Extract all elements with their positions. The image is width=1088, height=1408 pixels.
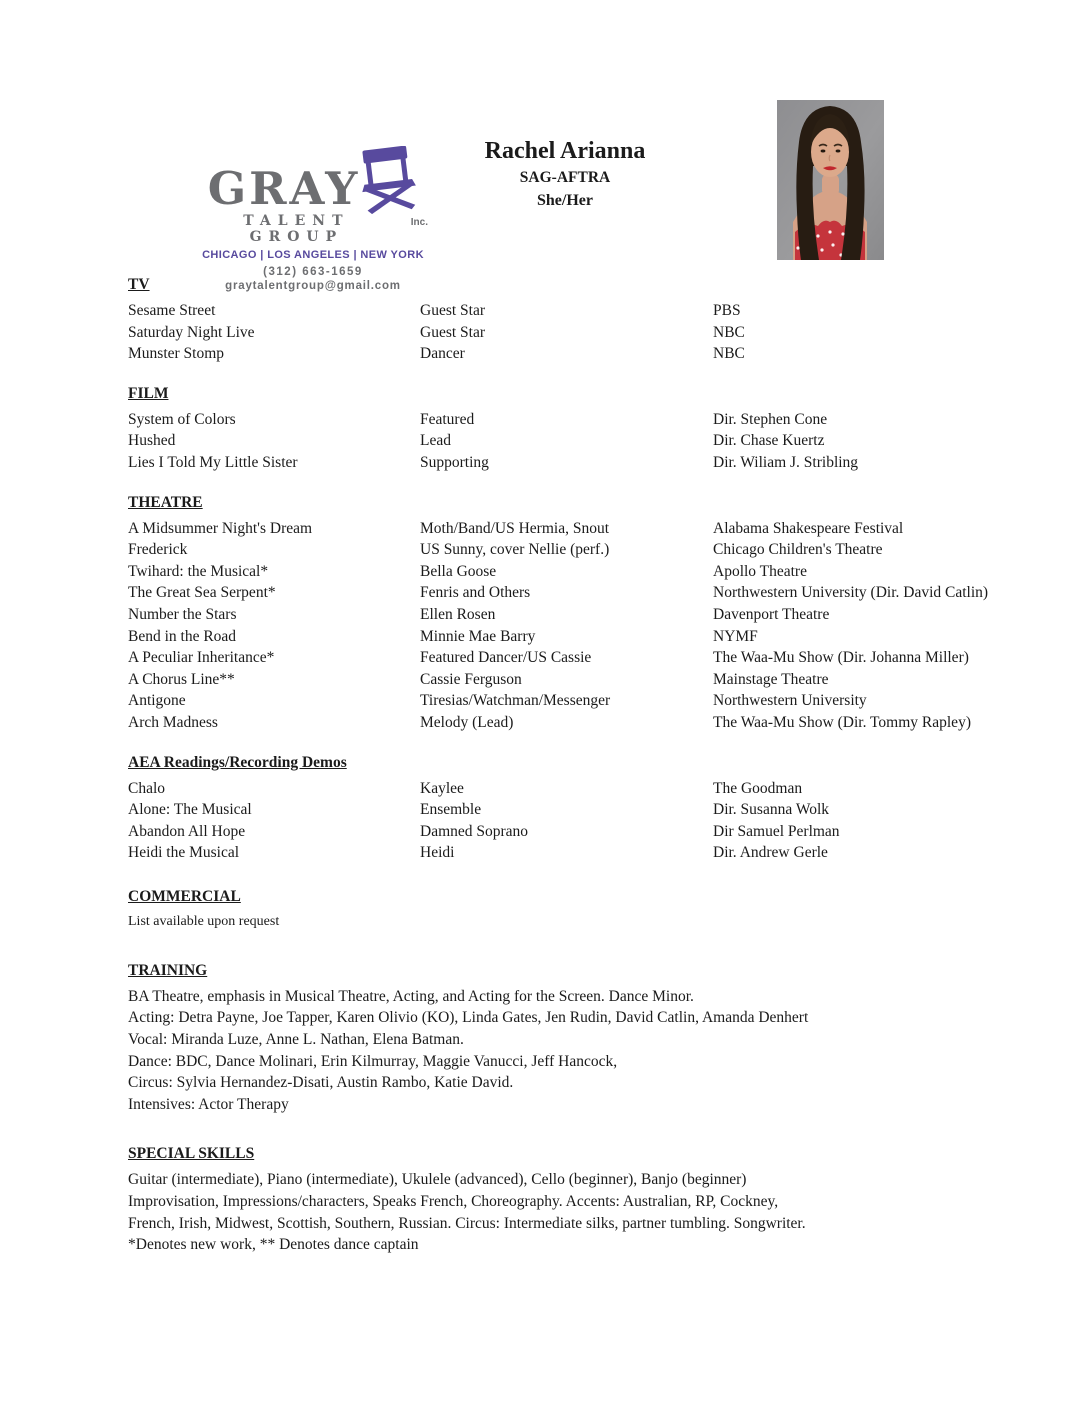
credit-role: Guest Star — [420, 302, 486, 319]
credit-title: A Peculiar Inheritance* — [128, 649, 275, 667]
credit-row — [128, 343, 1048, 365]
credit-role: Moth/Band/US Hermia, Snout — [420, 519, 610, 537]
credit-role: Ellen Rosen — [420, 605, 496, 623]
section-title-aea: AEA Readings/Recording Demos — [128, 753, 347, 771]
credit-row — [128, 647, 1048, 669]
credit-row — [128, 842, 1048, 864]
credit-title: Number the Stars — [128, 605, 237, 623]
skills-line: *Denotes new work, ** Denotes dance captain — [128, 1236, 419, 1254]
credit-row — [128, 539, 1048, 561]
credit-role: Dancer — [420, 345, 465, 363]
credit-role: Melody (Lead) — [420, 713, 514, 731]
section-special-skills — [128, 1145, 1048, 1255]
logo-cities: CHICAGO | LOS ANGELES | NEW YORK — [202, 249, 424, 261]
credit-title: Alone: The Musical — [128, 801, 252, 819]
credit-title: Antigone — [128, 692, 186, 710]
agency-phone: (312) 663-1659 — [263, 266, 363, 278]
training-line: BA Theatre, emphasis in Musical Theatre, Acting, and Acting for the Screen. Dance Minor. — [128, 987, 694, 1005]
credit-row — [128, 409, 1048, 431]
pronouns: She/Her — [537, 192, 593, 210]
skills-line: Improvisation, Impressions/characters, Speaks French, Choreography. Accents: Australian, RP, Cockney, — [128, 1193, 779, 1211]
logo-subbrand-text: TALENT GROUP — [243, 213, 350, 245]
skills-line: French, Irish, Midwest, Scottish, Southern, Russian. Circus: Intermediate silks, partner tumbling. Songwriter. — [128, 1214, 806, 1232]
section-title-theatre: THEATRE — [128, 493, 203, 511]
credit-title: Arch Madness — [128, 713, 218, 731]
credit-venue: The Goodman — [713, 779, 803, 797]
section-title-tv: TV — [128, 276, 150, 293]
credit-venue: Mainstage Theatre — [713, 670, 829, 688]
credit-venue: Dir Samuel Perlman — [713, 822, 840, 840]
credit-role: Damned Soprano — [420, 822, 529, 840]
credit-row — [128, 778, 1048, 800]
agency-email: graytalentgroup@gmail.com — [225, 280, 401, 292]
section-film — [128, 385, 1048, 474]
union-affiliation: SAG-AFTRA — [519, 169, 611, 187]
credit-role: Bella Goose — [420, 562, 497, 580]
logo-inc-text: Inc. — [410, 217, 428, 228]
section-title-commercial: COMMERCIAL — [128, 887, 241, 905]
credit-title: Munster Stomp — [128, 345, 225, 363]
section-title-film: FILM — [128, 384, 169, 402]
credit-title: A Midsummer Night's Dream — [128, 519, 313, 537]
credit-title: System of Colors — [128, 410, 236, 428]
credit-role: US Sunny, cover Nellie (perf.) — [420, 541, 610, 559]
credit-title: Twihard: the Musical* — [128, 562, 269, 580]
credit-venue: Dir. Wiliam J. Stribling — [713, 453, 859, 471]
credit-row — [128, 821, 1048, 843]
credit-row — [128, 430, 1048, 452]
credit-row — [128, 452, 1048, 474]
commercial-note: List available upon request — [128, 913, 280, 929]
credit-venue: Dir. Susanna Wolk — [713, 801, 830, 819]
headshot-photo — [777, 100, 884, 260]
training-line: Intensives: Actor Therapy — [128, 1095, 289, 1113]
credit-row — [128, 626, 1048, 648]
credit-row — [128, 518, 1048, 540]
training-line: Vocal: Miranda Luze, Anne L. Nathan, Elena Batman. — [128, 1031, 464, 1049]
actor-name: Rachel Arianna — [484, 138, 646, 164]
credit-row — [128, 300, 1048, 322]
credit-row — [128, 690, 1048, 712]
credit-venue: NBC — [713, 345, 745, 363]
section-aea-readings — [128, 754, 1048, 864]
section-title-special-skills: SPECIAL SKILLS — [128, 1145, 255, 1163]
credit-venue: Chicago Children's Theatre — [713, 541, 883, 559]
credit-row — [128, 582, 1048, 604]
credit-venue: Northwestern University (Dir. David Catlin) — [713, 584, 989, 602]
credit-row — [128, 712, 1048, 734]
credit-venue: Dir. Andrew Gerle — [713, 844, 828, 862]
credit-title: Heidi the Musical — [128, 844, 240, 862]
credit-row — [128, 604, 1048, 626]
credit-title: Bend in the Road — [128, 627, 237, 645]
credit-role: Kaylee — [420, 779, 464, 797]
credit-role: Featured Dancer/US Cassie — [420, 649, 592, 667]
credit-role: Cassie Ferguson — [420, 670, 522, 688]
credit-venue: The Waa-Mu Show (Dir. Johanna Miller) — [713, 649, 969, 667]
resume-body — [0, 276, 1088, 1256]
section-training — [128, 962, 1048, 1116]
training-line: Dance: BDC, Dance Molinari, Erin Kilmurray, Maggie Vanucci, Jeff Hancock, — [128, 1052, 618, 1070]
credit-role: Minnie Mae Barry — [420, 627, 536, 645]
credit-title: A Chorus Line** — [128, 670, 235, 688]
logo-brand-text: GRAY — [207, 162, 361, 215]
training-line: Circus: Sylvia Hernandez-Disati, Austin Rambo, Katie David. — [128, 1074, 514, 1092]
agency-logo — [198, 146, 428, 292]
credit-title: Sesame Street — [128, 302, 216, 319]
credit-role: Guest Star — [420, 323, 486, 341]
credit-title: Lies I Told My Little Sister — [128, 453, 298, 471]
credit-role: Ensemble — [420, 801, 482, 819]
credit-row — [128, 322, 1048, 344]
credit-venue: Alabama Shakespeare Festival — [713, 519, 904, 537]
credit-role: Lead — [420, 432, 451, 450]
section-commercial — [128, 888, 1048, 932]
credit-row — [128, 669, 1048, 691]
credit-venue: The Waa-Mu Show (Dir. Tommy Rapley) — [713, 713, 971, 731]
credit-role: Tiresias/Watchman/Messenger — [420, 692, 611, 710]
directors-chair-icon — [356, 146, 418, 219]
credit-title: Frederick — [128, 541, 188, 559]
logo-top-row — [198, 146, 428, 215]
section-title-training: TRAINING — [128, 961, 208, 979]
training-line: Acting: Detra Payne, Joe Tapper, Karen Olivio (KO), Linda Gates, Jen Rudin, David Catlin, Amanda Denhert — [128, 1009, 809, 1027]
section-theatre — [128, 494, 1048, 734]
credit-venue: Apollo Theatre — [713, 562, 807, 580]
credit-venue: NYMF — [713, 627, 758, 645]
credit-role: Supporting — [420, 453, 489, 471]
credit-venue: Davenport Theatre — [713, 605, 830, 623]
credit-title: Saturday Night Live — [128, 323, 255, 341]
credit-venue: Dir. Stephen Cone — [713, 410, 828, 428]
credit-role: Fenris and Others — [420, 584, 531, 602]
logo-subline — [198, 213, 428, 245]
name-card — [415, 138, 715, 210]
credit-title: Abandon All Hope — [128, 822, 246, 840]
credit-role: Heidi — [420, 844, 455, 862]
credit-title: Hushed — [128, 432, 176, 450]
credit-row — [128, 799, 1048, 821]
credit-title: Chalo — [128, 779, 166, 797]
skills-line: Guitar (intermediate), Piano (intermediate), Ukulele (advanced), Cello (beginner), Banjo (beginner) — [128, 1171, 747, 1189]
credit-role: Featured — [420, 410, 475, 428]
credit-title: The Great Sea Serpent* — [128, 584, 276, 602]
credit-venue: Dir. Chase Kuertz — [713, 432, 825, 450]
credit-venue: Northwestern University — [713, 692, 867, 710]
credit-venue: NBC — [713, 323, 745, 341]
credit-row — [128, 561, 1048, 583]
credit-venue: PBS — [713, 302, 741, 319]
